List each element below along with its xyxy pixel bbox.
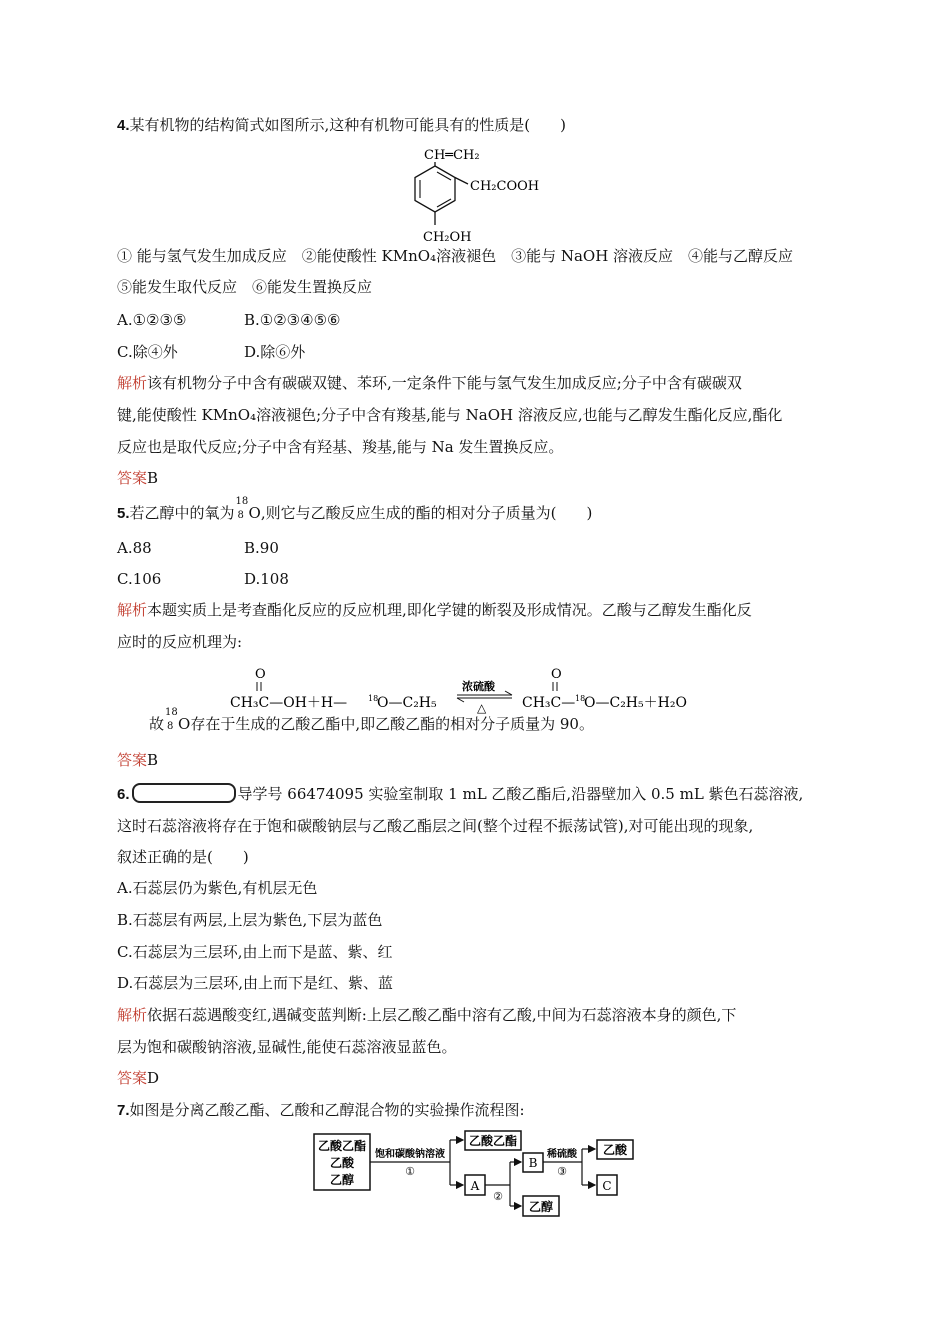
q4-answer-label: 答案 <box>117 469 148 487</box>
q5-option-b[interactable]: B.90 <box>244 539 279 557</box>
q4-stem <box>117 114 566 137</box>
q4-analysis-line2: 键,能使酸性 KMnO₄溶液褪色;分子中含有羧基,能与 NaOH 溶液反应,也能与乙醇发生酯化反应,酯化 <box>117 406 783 424</box>
q7-flowchart <box>310 1130 650 1220</box>
flow-step-2: ② <box>493 1190 503 1203</box>
q5-analysis-line1 <box>117 599 752 621</box>
q4-analysis-line1 <box>117 372 742 394</box>
q6-analysis-line2: 层为饱和碳酸钠溶液,显碱性,能使石蕊溶液显蓝色。 <box>117 1038 457 1056</box>
flow-reagent-3: 稀硫酸 <box>547 1149 577 1160</box>
q6-number: 6. <box>117 786 130 803</box>
svg-text:乙酸: 乙酸 <box>329 1156 355 1170</box>
q5-answer <box>117 749 158 771</box>
q5-esterification-equation <box>230 660 710 716</box>
q4-bottom-substituent: CH₂OH <box>423 230 472 245</box>
q5-answer-label: 答案 <box>117 751 148 769</box>
q5-conclusion: 故 18 8 O存在于生成的乙酸乙酯中,即乙酸乙酯的相对分子质量为 90。 <box>149 707 594 733</box>
q6-line2: 这时石蕊溶液将存在于饱和碳酸钠层与乙酸乙酯层之间(整个过程不振荡试管),对可能出现的现象, <box>117 817 754 835</box>
flow-reagent-1: 饱和碳酸钠溶液 <box>375 1149 445 1160</box>
q5-analysis-label: 解析 <box>117 601 148 619</box>
flow-step-1: ① <box>405 1165 415 1178</box>
q6-answer-value: D <box>147 1069 160 1087</box>
svg-text:O: O <box>551 667 562 682</box>
svg-text:18: 18 <box>368 694 379 703</box>
q5-eq-left: CH₃C—OH＋H— <box>230 695 348 711</box>
q4-answer <box>117 467 158 489</box>
q6-line1: 6. 导学号 66474095 实验室制取 1 mL 乙酸乙酯后,沿器壁加入 0.5 mL 紫色石蕊溶液, <box>117 785 804 803</box>
q6-answer <box>117 1067 159 1089</box>
q4-props-line1: ① 能与氢气发生加成反应 ②能使酸性 KMnO₄溶液褪色 ③能与 NaOH 溶液反应 ④能与乙醇反应 <box>117 247 794 265</box>
q4-props-line2: ⑤能发生取代反应 ⑥能发生置换反应 <box>117 278 373 296</box>
q5-option-c[interactable]: C.106 <box>117 570 162 588</box>
flow-box-c: C <box>602 1179 612 1193</box>
q6-option-d[interactable]: D.石蕊层为三层环,由上而下是红、紫、蓝 <box>117 974 394 992</box>
flow-box-b: B <box>528 1156 538 1170</box>
q5-analysis-text1: 本题实质上是考查酯化反应的反应机理,即化学键的断裂及形成情况。乙酸与乙醇发生酯化反 <box>147 601 752 619</box>
q7-stem: 7.如图是分离乙酸乙酯、乙酸和乙醇混合物的实验操作流程图: <box>117 1101 525 1119</box>
q6-answer-label: 答案 <box>117 1069 148 1087</box>
q7-number: 7. <box>117 1102 130 1119</box>
q5-option-d[interactable]: D.108 <box>244 570 289 588</box>
q4-analysis-label: 解析 <box>117 374 148 392</box>
q6-line3: 叙述正确的是( ) <box>117 848 249 866</box>
q5-eq-right2: O—C₂H₅＋H₂O <box>584 695 687 711</box>
q5-analysis-line2: 应时的反应机理为: <box>117 633 243 651</box>
q6-option-c[interactable]: C.石蕊层为三层环,由上而下是蓝、紫、红 <box>117 943 393 961</box>
q5-answer-value: B <box>147 751 159 769</box>
q5-stem-b: ,则它与乙酸反应生成的酯的相对分子质量为( ) <box>260 504 593 522</box>
q4-stem-text: 某有机物的结构简式如图所示,这种有机物可能具有的性质是( ) <box>129 116 566 134</box>
q4-option-b[interactable]: B.①②③④⑤⑥ <box>244 311 341 329</box>
q4-answer-value: B <box>147 469 159 487</box>
q5-isotope-notation: 18 8 <box>235 496 249 521</box>
flow-step-3: ③ <box>557 1165 567 1178</box>
q5-eq-right: CH₃C— <box>522 695 576 711</box>
q5-eq-condition-top: 浓硫酸 <box>462 680 495 693</box>
flow-product-ester: 乙酸乙酯 <box>468 1134 518 1148</box>
q4-right-substituent: CH₂COOH <box>470 179 540 194</box>
q4-option-c[interactable]: C.除④外 <box>117 343 178 361</box>
q4-analysis-text1: 该有机物分子中含有碳碳双键、苯环,一定条件下能与氢气发生加成反应;分子中含有碳碳双 <box>147 374 742 392</box>
flow-product-ethanol: 乙醇 <box>528 1200 554 1214</box>
q5-eq-left2: O—C₂H₅ <box>377 695 437 711</box>
svg-text:O: O <box>255 667 266 682</box>
q5-eq-condition-bottom: △ <box>477 701 487 715</box>
q6-analysis-label: 解析 <box>117 1006 148 1024</box>
q6-analysis-line1: 解析依据石蕊遇酸变红,遇碱变蓝判断:上层乙酸乙酯中溶有乙酸,中间为石蕊溶液本身的颜色,下 <box>117 1006 737 1024</box>
guide-number-box <box>132 783 236 803</box>
q4-number: 4. <box>117 117 130 134</box>
svg-text:乙醇: 乙醇 <box>329 1173 355 1187</box>
svg-text:18: 18 <box>575 694 586 703</box>
q4-option-d[interactable]: D.除⑥外 <box>244 343 306 361</box>
q4-option-a[interactable]: A.①②③⑤ <box>117 311 187 329</box>
flow-box-a: A <box>470 1179 480 1193</box>
q4-analysis-line3: 反应也是取代反应;分子中含有羟基、羧基,能与 Na 发生置换反应。 <box>117 438 564 456</box>
q4-structure-diagram <box>410 142 570 252</box>
q4-top-substituent: CH═CH₂ <box>424 148 480 163</box>
q5-stem-a: 若乙醇中的氧为 <box>129 504 235 522</box>
flow-product-acid: 乙酸 <box>602 1143 628 1157</box>
q6-option-a[interactable]: A.石蕊层仍为紫色,有机层无色 <box>117 879 318 897</box>
q5-stem: 5.若乙醇中的氧为 18 8 O,则它与乙酸反应生成的酯的相对分子质量为( ) <box>117 496 593 522</box>
svg-text:乙酸乙酯: 乙酸乙酯 <box>317 1139 367 1153</box>
q6-option-b[interactable]: B.石蕊层有两层,上层为紫色,下层为蓝色 <box>117 911 383 929</box>
q5-option-a[interactable]: A.88 <box>117 539 152 557</box>
q5-number: 5. <box>117 505 130 522</box>
